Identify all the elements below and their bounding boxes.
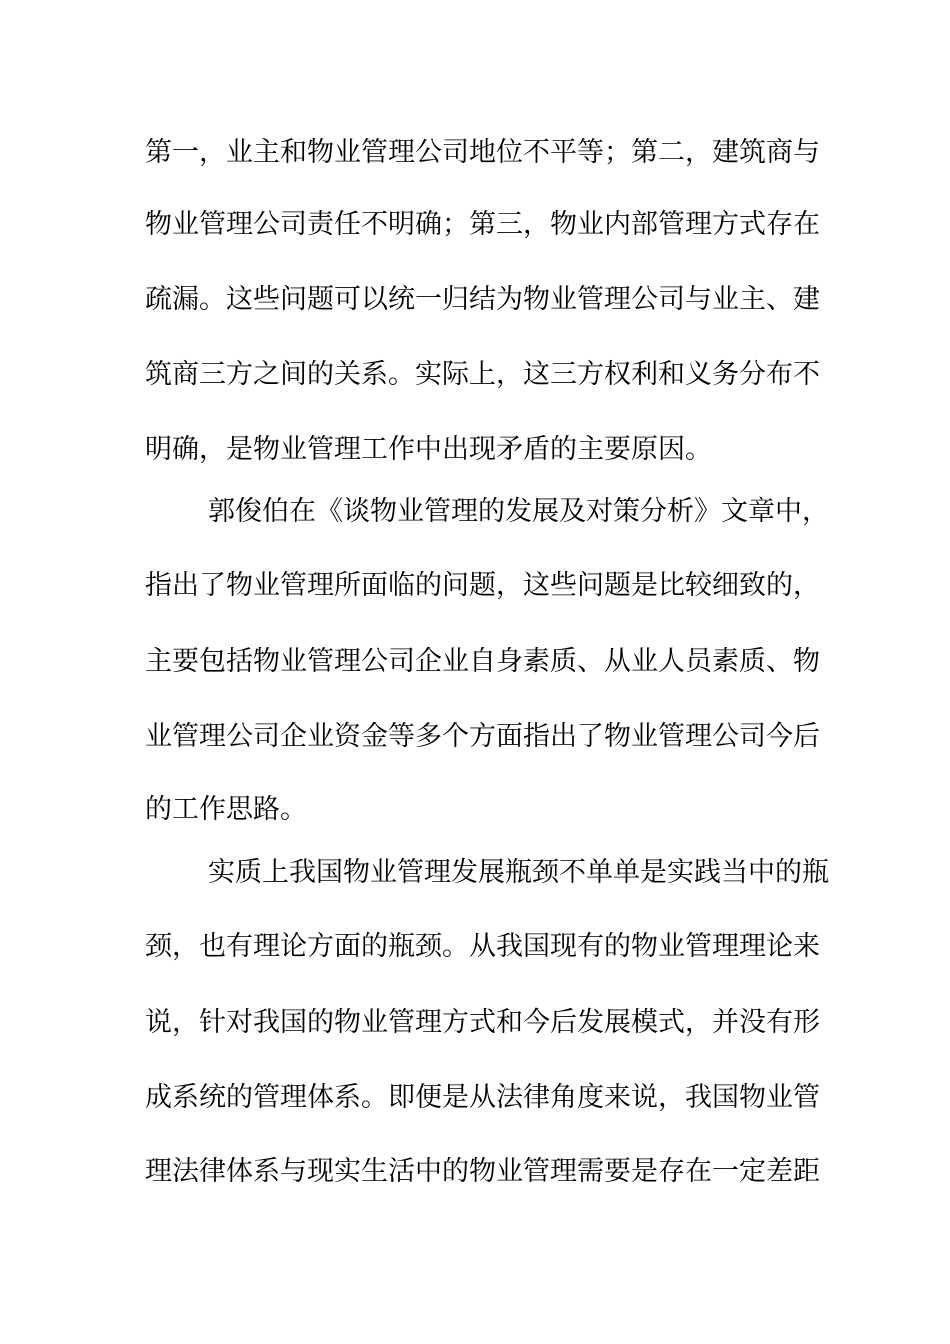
text-line-9: 业管理公司企业资金等多个方面指出了物业管理公司今后 <box>145 721 820 752</box>
text-line-6: 郭俊伯在《谈物业管理的发展及对策分析》文章中， <box>208 496 829 527</box>
text-line-14: 成系统的管理体系。即便是从法律角度来说，我国物业管 <box>145 1082 820 1113</box>
text-line-2: 物业管理公司责任不明确；第三，物业内部管理方式存在 <box>145 209 820 240</box>
text-line-7: 指出了物业管理所面临的问题，这些问题是比较细致的， <box>145 570 820 601</box>
text-line-3: 疏漏。这些问题可以统一归结为物业管理公司与业主、建 <box>145 284 820 315</box>
text-line-5: 明确，是物业管理工作中出现矛盾的主要原因。 <box>145 434 712 465</box>
text-line-8: 主要包括物业管理公司企业自身素质、从业人员素质、物 <box>145 646 820 677</box>
text-line-13: 说，针对我国的物业管理方式和今后发展模式，并没有形 <box>145 1007 820 1038</box>
text-line-4: 筑商三方之间的关系。实际上，这三方权利和义务分布不 <box>145 359 820 390</box>
text-line-15: 理法律体系与现实生活中的物业管理需要是存在一定差距 <box>145 1156 820 1187</box>
text-line-1: 第一，业主和物业管理公司地位不平等；第二，建筑商与 <box>145 137 820 168</box>
text-line-11: 实质上我国物业管理发展瓶颈不单单是实践当中的瓶 <box>208 857 829 888</box>
text-line-10: 的工作思路。 <box>145 794 307 825</box>
text-line-12: 颈，也有理论方面的瓶颈。从我国现有的物业管理理论来 <box>145 931 820 962</box>
